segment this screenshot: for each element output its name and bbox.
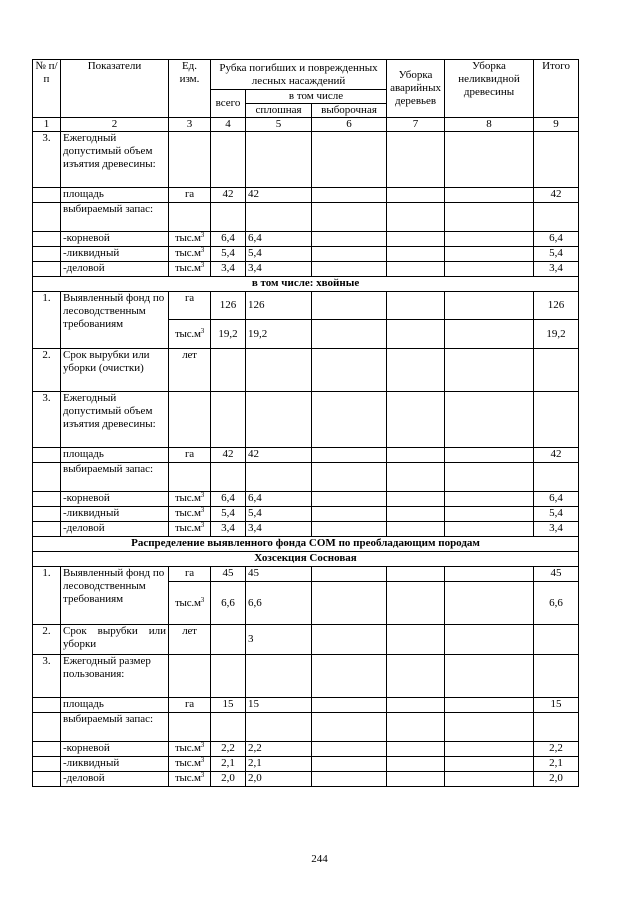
row-label: Выявленный фонд по лесоводственным требованиям xyxy=(61,292,169,349)
value-illiquid xyxy=(445,625,534,655)
value-illiquid xyxy=(445,262,534,277)
value-solid: 5,4 xyxy=(246,247,312,262)
row-number xyxy=(33,247,61,262)
table-row xyxy=(33,463,579,492)
value-total: 45 xyxy=(211,567,246,582)
table-row xyxy=(33,757,579,772)
value-emergency xyxy=(387,247,445,262)
value-total: 42 xyxy=(211,448,246,463)
value-itogo: 126 xyxy=(534,292,579,320)
page-number: 244 xyxy=(311,853,328,865)
column-numbers-row xyxy=(33,118,579,132)
table-body xyxy=(33,60,579,787)
header-selective: выборочная xyxy=(312,104,387,118)
table-row xyxy=(33,507,579,522)
value-solid: 6,6 xyxy=(246,582,312,625)
value-illiquid xyxy=(445,232,534,247)
value-emergency xyxy=(387,262,445,277)
row-label: выбираемый запас: xyxy=(61,463,169,492)
row-unit xyxy=(169,713,211,742)
value-solid: 2,2 xyxy=(246,742,312,757)
value-illiquid xyxy=(445,698,534,713)
value-selective xyxy=(312,132,387,188)
row-number xyxy=(33,463,61,492)
row-number xyxy=(33,492,61,507)
value-itogo xyxy=(534,203,579,232)
row-number xyxy=(33,448,61,463)
value-itogo: 42 xyxy=(534,448,579,463)
value-selective xyxy=(312,463,387,492)
value-itogo: 3,4 xyxy=(534,262,579,277)
value-selective xyxy=(312,507,387,522)
table-row xyxy=(33,742,579,757)
value-total xyxy=(211,349,246,392)
value-illiquid xyxy=(445,392,534,448)
value-emergency xyxy=(387,349,445,392)
value-selective xyxy=(312,567,387,582)
value-solid xyxy=(246,392,312,448)
value-illiquid xyxy=(445,292,534,320)
value-solid xyxy=(246,203,312,232)
row-label: -корневой xyxy=(61,492,169,507)
row-label: -деловой xyxy=(61,772,169,787)
value-emergency xyxy=(387,757,445,772)
value-solid: 42 xyxy=(246,448,312,463)
value-total xyxy=(211,655,246,698)
value-emergency xyxy=(387,132,445,188)
header-num: № п/п xyxy=(33,60,61,118)
row-unit: $тыс.м^3$ xyxy=(169,507,211,522)
value-solid: 19,2 xyxy=(246,320,312,349)
header-total: всего xyxy=(211,90,246,118)
value-solid: 15 xyxy=(246,698,312,713)
value-emergency xyxy=(387,188,445,203)
value-solid: 45 xyxy=(246,567,312,582)
row-unit: га xyxy=(169,448,211,463)
value-illiquid xyxy=(445,448,534,463)
col-num-7: 7 xyxy=(387,118,445,132)
header-solid: сплошная xyxy=(246,104,312,118)
row-label: -ликвидный xyxy=(61,757,169,772)
row-unit xyxy=(169,203,211,232)
row-unit: лет xyxy=(169,349,211,392)
value-selective xyxy=(312,713,387,742)
row-unit: га xyxy=(169,188,211,203)
row-number: 3. xyxy=(33,392,61,448)
value-itogo: 6,6 xyxy=(534,582,579,625)
col-num-8: 8 xyxy=(445,118,534,132)
row-unit: га xyxy=(169,292,211,320)
row-unit: $тыс.м^3$ xyxy=(169,742,211,757)
header-indicators: Показатели xyxy=(61,60,169,118)
section-title: Распределение выявленного фонда СОМ по преобладающим породам xyxy=(33,537,579,552)
row-unit: $тыс.м^3$ xyxy=(169,232,211,247)
table-row xyxy=(33,232,579,247)
row-label: площадь xyxy=(61,698,169,713)
table-row xyxy=(33,772,579,787)
row-unit: $тыс.м^3$ xyxy=(169,247,211,262)
value-total: 3,4 xyxy=(211,522,246,537)
table-row xyxy=(33,262,579,277)
value-itogo: 2,1 xyxy=(534,757,579,772)
value-total: 15 xyxy=(211,698,246,713)
row-label: -деловой xyxy=(61,262,169,277)
value-illiquid xyxy=(445,772,534,787)
value-emergency xyxy=(387,698,445,713)
value-solid: 2,0 xyxy=(246,772,312,787)
table-row xyxy=(33,698,579,713)
value-solid: 5,4 xyxy=(246,507,312,522)
value-itogo: 6,4 xyxy=(534,492,579,507)
value-itogo: 5,4 xyxy=(534,247,579,262)
value-emergency xyxy=(387,772,445,787)
row-label: Выявленный фонд по лесоводственным требованиям xyxy=(61,567,169,625)
value-selective xyxy=(312,448,387,463)
row-number xyxy=(33,698,61,713)
table-row xyxy=(33,292,579,320)
row-label: Срок вырубки или уборки (очистки) xyxy=(61,349,169,392)
value-solid: 3 xyxy=(246,625,312,655)
value-itogo xyxy=(534,392,579,448)
value-selective xyxy=(312,392,387,448)
value-selective xyxy=(312,492,387,507)
value-illiquid xyxy=(445,742,534,757)
table-row xyxy=(33,247,579,262)
col-num-9: 9 xyxy=(534,118,579,132)
row-number: 3. xyxy=(33,132,61,188)
value-illiquid xyxy=(445,188,534,203)
value-itogo: 19,2 xyxy=(534,320,579,349)
value-total: 6,4 xyxy=(211,232,246,247)
value-illiquid xyxy=(445,522,534,537)
value-illiquid xyxy=(445,757,534,772)
value-emergency xyxy=(387,522,445,537)
value-solid xyxy=(246,655,312,698)
value-emergency xyxy=(387,448,445,463)
value-selective xyxy=(312,655,387,698)
value-emergency xyxy=(387,567,445,582)
table-row xyxy=(33,567,579,582)
value-total: 2,1 xyxy=(211,757,246,772)
row-unit: $тыс.м^3$ xyxy=(169,772,211,787)
row-label: -корневой xyxy=(61,232,169,247)
row-label: Ежегодный размер пользования: xyxy=(61,655,169,698)
value-solid xyxy=(246,132,312,188)
value-selective xyxy=(312,522,387,537)
row-label: площадь xyxy=(61,448,169,463)
col-num-6: 6 xyxy=(312,118,387,132)
value-selective xyxy=(312,757,387,772)
col-num-5: 5 xyxy=(246,118,312,132)
forest-felling-table xyxy=(32,59,579,787)
value-total xyxy=(211,625,246,655)
value-total: 5,4 xyxy=(211,507,246,522)
value-itogo xyxy=(534,655,579,698)
value-emergency xyxy=(387,655,445,698)
value-illiquid xyxy=(445,463,534,492)
value-illiquid xyxy=(445,567,534,582)
row-label: -корневой xyxy=(61,742,169,757)
value-total: 42 xyxy=(211,188,246,203)
value-emergency xyxy=(387,292,445,320)
row-number xyxy=(33,757,61,772)
value-solid xyxy=(246,713,312,742)
table-row xyxy=(33,492,579,507)
row-number xyxy=(33,522,61,537)
table-row xyxy=(33,349,579,392)
section-title-row xyxy=(33,277,579,292)
header-itogo: Итого xyxy=(534,60,579,118)
value-itogo xyxy=(534,713,579,742)
header-felling: Рубка погибших и поврежденных лесных насаждений xyxy=(211,60,387,90)
row-unit: $тыс.м^3$ xyxy=(169,757,211,772)
table-row xyxy=(33,655,579,698)
value-total xyxy=(211,713,246,742)
value-itogo: 5,4 xyxy=(534,507,579,522)
row-number xyxy=(33,742,61,757)
value-emergency xyxy=(387,320,445,349)
header-unit: Ед. изм. xyxy=(169,60,211,118)
row-label: выбираемый запас: xyxy=(61,203,169,232)
col-num-3: 3 xyxy=(169,118,211,132)
value-selective xyxy=(312,292,387,320)
row-unit: га xyxy=(169,698,211,713)
row-number: 1. xyxy=(33,567,61,625)
row-unit: $тыс.м^3$ xyxy=(169,492,211,507)
value-total xyxy=(211,132,246,188)
value-emergency xyxy=(387,625,445,655)
row-label: -деловой xyxy=(61,522,169,537)
value-illiquid xyxy=(445,132,534,188)
row-number: 3. xyxy=(33,655,61,698)
section-title-row xyxy=(33,552,579,567)
value-solid: 6,4 xyxy=(246,232,312,247)
value-emergency xyxy=(387,232,445,247)
value-emergency xyxy=(387,203,445,232)
value-emergency xyxy=(387,507,445,522)
header-including: в том числе xyxy=(246,90,387,104)
value-itogo: 45 xyxy=(534,567,579,582)
row-label: площадь xyxy=(61,188,169,203)
row-unit: $тыс.м^3$ xyxy=(169,582,211,625)
value-selective xyxy=(312,698,387,713)
row-label: -ликвидный xyxy=(61,507,169,522)
value-selective xyxy=(312,262,387,277)
value-selective xyxy=(312,742,387,757)
value-emergency xyxy=(387,463,445,492)
value-itogo xyxy=(534,625,579,655)
value-itogo xyxy=(534,463,579,492)
value-illiquid xyxy=(445,203,534,232)
value-total: 5,4 xyxy=(211,247,246,262)
value-solid: 3,4 xyxy=(246,522,312,537)
value-emergency xyxy=(387,742,445,757)
value-emergency xyxy=(387,392,445,448)
value-total: 3,4 xyxy=(211,262,246,277)
value-solid xyxy=(246,349,312,392)
value-total xyxy=(211,463,246,492)
value-solid: 42 xyxy=(246,188,312,203)
row-unit: $тыс.м^3$ xyxy=(169,262,211,277)
value-itogo xyxy=(534,349,579,392)
table-row xyxy=(33,713,579,742)
row-unit xyxy=(169,655,211,698)
value-illiquid xyxy=(445,492,534,507)
value-total: 126 xyxy=(211,292,246,320)
row-number: 1. xyxy=(33,292,61,349)
value-selective xyxy=(312,772,387,787)
table-row xyxy=(33,522,579,537)
row-unit xyxy=(169,132,211,188)
value-selective xyxy=(312,188,387,203)
value-selective xyxy=(312,203,387,232)
row-number xyxy=(33,232,61,247)
value-total xyxy=(211,392,246,448)
value-solid: 126 xyxy=(246,292,312,320)
value-solid xyxy=(246,463,312,492)
row-unit: лет xyxy=(169,625,211,655)
row-label: Ежегодный допустимый объем изъятия древесины: xyxy=(61,392,169,448)
value-itogo: 15 xyxy=(534,698,579,713)
col-num-4: 4 xyxy=(211,118,246,132)
section-title: Хозсекция Сосновая xyxy=(33,552,579,567)
col-num-1: 1 xyxy=(33,118,61,132)
value-itogo: 6,4 xyxy=(534,232,579,247)
value-selective xyxy=(312,349,387,392)
value-selective xyxy=(312,320,387,349)
table-row xyxy=(33,625,579,655)
row-label: Срок вырубки или уборки xyxy=(61,625,169,655)
value-illiquid xyxy=(445,582,534,625)
value-illiquid xyxy=(445,507,534,522)
section-title-row xyxy=(33,537,579,552)
value-illiquid xyxy=(445,655,534,698)
table-row xyxy=(33,132,579,188)
row-unit xyxy=(169,392,211,448)
row-number: 2. xyxy=(33,349,61,392)
row-unit: га xyxy=(169,567,211,582)
table-row xyxy=(33,392,579,448)
row-number: 2. xyxy=(33,625,61,655)
row-label: Ежегодный допустимый объем изъятия древесины: xyxy=(61,132,169,188)
row-number xyxy=(33,507,61,522)
value-selective xyxy=(312,247,387,262)
value-total: 6,4 xyxy=(211,492,246,507)
value-emergency xyxy=(387,582,445,625)
table-row xyxy=(33,203,579,232)
row-unit: $тыс.м^3$ xyxy=(169,522,211,537)
section-title: в том числе: хвойные xyxy=(33,277,579,292)
value-solid: 3,4 xyxy=(246,262,312,277)
value-emergency xyxy=(387,713,445,742)
col-num-2: 2 xyxy=(61,118,169,132)
value-total: 6,6 xyxy=(211,582,246,625)
row-number xyxy=(33,203,61,232)
value-itogo xyxy=(534,132,579,188)
value-selective xyxy=(312,625,387,655)
row-number xyxy=(33,713,61,742)
row-label: выбираемый запас: xyxy=(61,713,169,742)
row-label: -ликвидный xyxy=(61,247,169,262)
value-illiquid xyxy=(445,713,534,742)
value-emergency xyxy=(387,492,445,507)
row-number xyxy=(33,188,61,203)
value-total: 2,0 xyxy=(211,772,246,787)
value-itogo: 3,4 xyxy=(534,522,579,537)
value-illiquid xyxy=(445,320,534,349)
row-number xyxy=(33,262,61,277)
value-total: 19,2 xyxy=(211,320,246,349)
value-solid: 6,4 xyxy=(246,492,312,507)
value-total xyxy=(211,203,246,232)
value-selective xyxy=(312,232,387,247)
header-row-1 xyxy=(33,60,579,90)
value-itogo: 2,2 xyxy=(534,742,579,757)
value-illiquid xyxy=(445,247,534,262)
table-row xyxy=(33,448,579,463)
header-illiquid: Уборка неликвидной древесины xyxy=(445,60,534,118)
value-itogo: 42 xyxy=(534,188,579,203)
value-solid: 2,1 xyxy=(246,757,312,772)
header-emergency: Уборка аварийных деревьев xyxy=(387,60,445,118)
value-itogo: 2,0 xyxy=(534,772,579,787)
row-number xyxy=(33,772,61,787)
row-unit xyxy=(169,463,211,492)
value-illiquid xyxy=(445,349,534,392)
table-row xyxy=(33,188,579,203)
value-selective xyxy=(312,582,387,625)
value-total: 2,2 xyxy=(211,742,246,757)
row-unit: $тыс.м^3$ xyxy=(169,320,211,349)
